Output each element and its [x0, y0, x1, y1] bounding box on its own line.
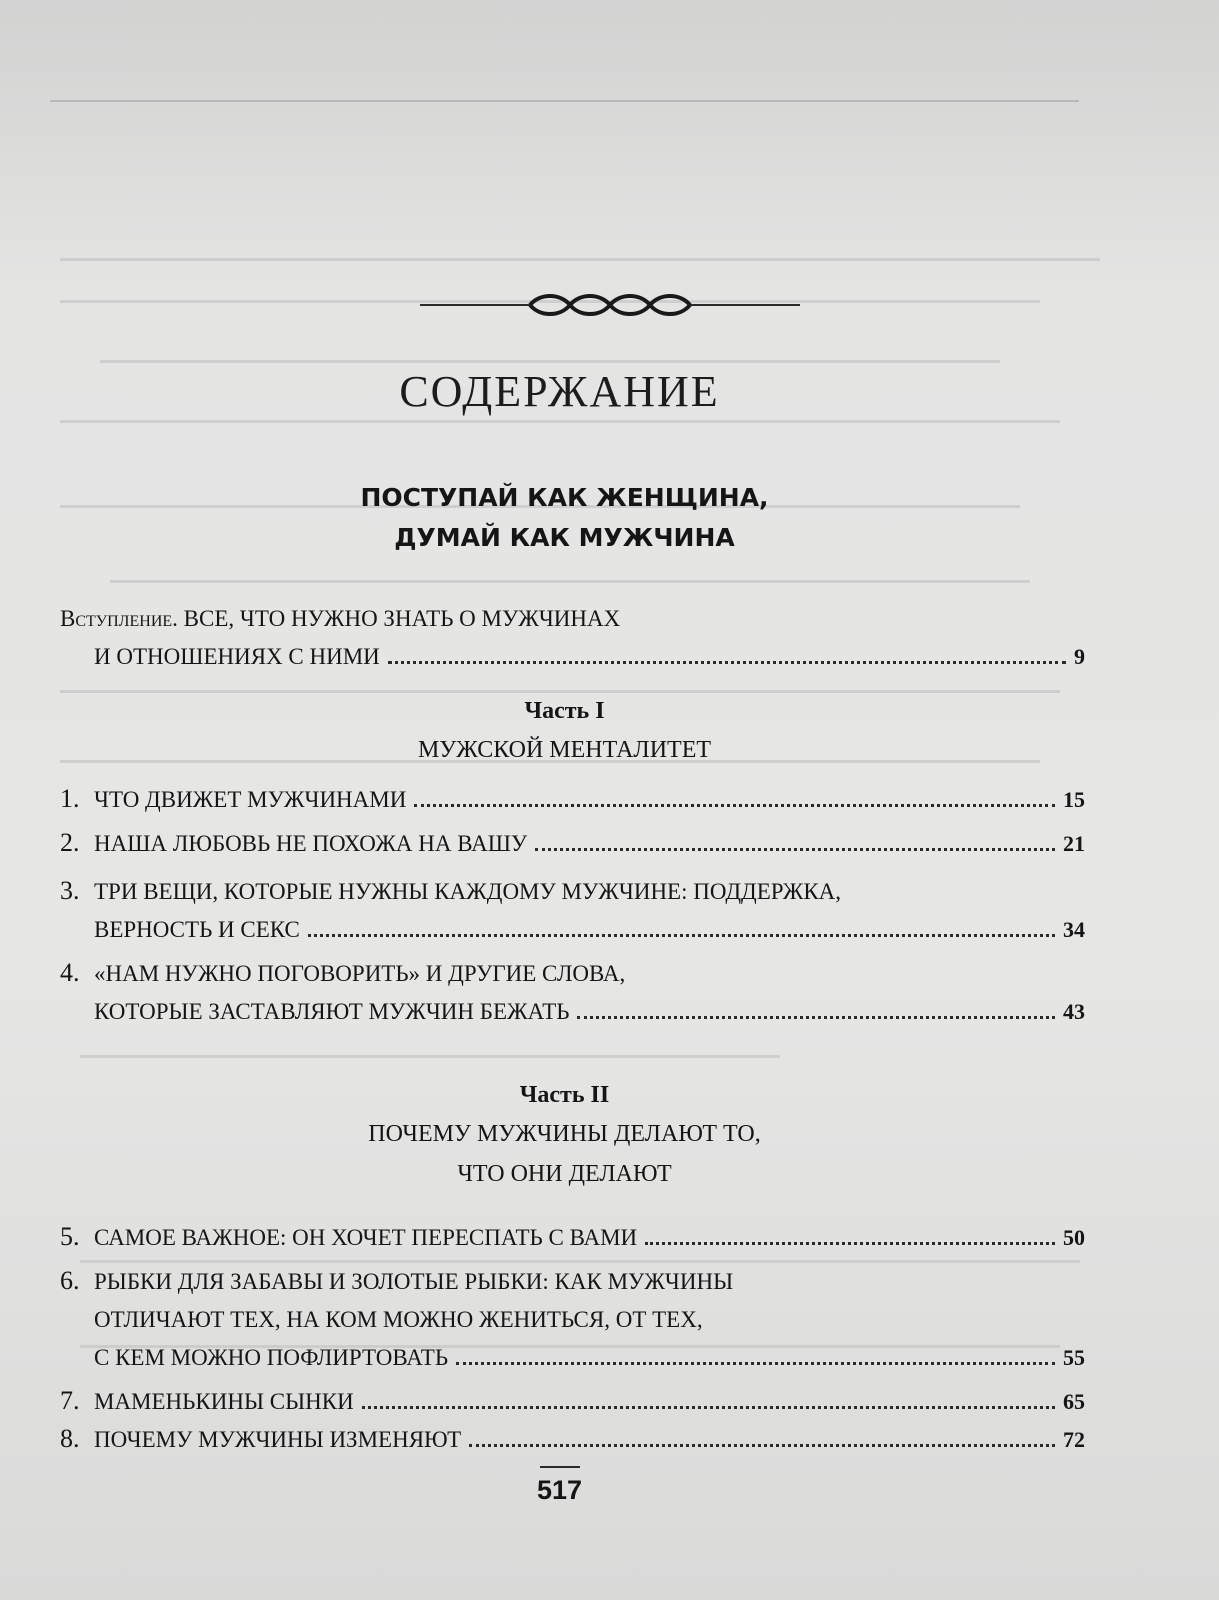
- toc-entry-chapter-2[interactable]: [60, 824, 1085, 863]
- entry-text: НАША ЛЮБОВЬ НЕ ПОХОЖА НА ВАШУ: [94, 831, 528, 856]
- chapter-number: 3.: [60, 876, 80, 905]
- entry-text: С КЕМ МОЖНО ПОФЛИРТОВАТЬ: [94, 1345, 449, 1370]
- entry-page-number: 43: [1063, 999, 1085, 1024]
- entry-text: ВЕРНОСТЬ И СЕКС: [94, 917, 300, 942]
- entry-page-number: 34: [1063, 917, 1085, 942]
- entry-text: РЫБКИ ДЛЯ ЗАБАВЫ И ЗОЛОТЫЕ РЫБКИ: КАК МУЖЧИНЫ: [94, 1269, 734, 1294]
- dot-leader: [469, 1442, 1055, 1447]
- chapter-number: 2.: [60, 828, 80, 857]
- part-title: [0, 1114, 1129, 1194]
- book-title: [0, 478, 1129, 558]
- part-label: Часть I: [524, 698, 605, 724]
- entry-page-number: 65: [1063, 1389, 1085, 1414]
- entry-text: ТРИ ВЕЩИ, КОТОРЫЕ НУЖНЫ КАЖДОМУ МУЖЧИНЕ: ПОДДЕРЖКА,: [94, 879, 842, 904]
- entry-page-number: 21: [1063, 831, 1085, 856]
- ghost-header-rule: [50, 100, 1079, 102]
- dot-leader: [535, 846, 1055, 851]
- part-label: Часть II: [519, 1082, 610, 1108]
- dot-leader: [577, 1014, 1055, 1019]
- entry-page-number: 50: [1063, 1225, 1085, 1250]
- page-number-rule: [540, 1466, 580, 1468]
- book-title-line: ПОСТУПАЙ КАК ЖЕНЩИНА,: [360, 483, 769, 512]
- chapter-number: 8.: [60, 1424, 80, 1453]
- toc-entry-chapter-6[interactable]: [60, 1262, 1085, 1377]
- toc-entry-chapter-8[interactable]: [60, 1420, 1085, 1459]
- dot-leader: [645, 1240, 1055, 1245]
- part-title-line: ПОЧЕМУ МУЖЧИНЫ ДЕЛАЮТ ТО,: [368, 1121, 761, 1147]
- chapter-number: 5.: [60, 1222, 80, 1251]
- dot-leader: [308, 932, 1055, 937]
- chapter-number: 4.: [60, 958, 80, 987]
- book-title-line: ДУМАЙ КАК МУЖЧИНА: [394, 523, 735, 552]
- entry-text: Вступление. ВСЕ, ЧТО НУЖНО ЗНАТЬ О МУЖЧИНАХ: [60, 606, 621, 631]
- entry-text: ЧТО ДВИЖЕТ МУЖЧИНАМИ: [94, 787, 407, 812]
- entry-text: И ОТНОШЕНИЯХ С НИМИ: [94, 644, 380, 669]
- toc-heading: СОДЕРЖАНИЕ: [399, 367, 720, 416]
- entry-text: ПОЧЕМУ МУЖЧИНЫ ИЗМЕНЯЮТ: [94, 1427, 462, 1452]
- chapter-number: 7.: [60, 1386, 80, 1415]
- entry-page-number: 55: [1063, 1345, 1085, 1370]
- entry-page-number: 15: [1063, 787, 1085, 812]
- entry-text: МАМЕНЬКИНЫ СЫНКИ: [94, 1389, 354, 1414]
- dot-leader: [388, 659, 1066, 664]
- entry-text: САМОЕ ВАЖНОЕ: ОН ХОЧЕТ ПЕРЕСПАТЬ С ВАМИ: [94, 1225, 638, 1250]
- part-title-line: ЧТО ОНИ ДЕЛАЮТ: [457, 1161, 672, 1187]
- entry-page-number: 72: [1063, 1427, 1085, 1452]
- chapter-number: 1.: [60, 784, 80, 813]
- toc-entry-chapter-4[interactable]: [60, 954, 1085, 1031]
- toc-entry-chapter-7[interactable]: [60, 1382, 1085, 1421]
- chapter-number: 6.: [60, 1266, 80, 1295]
- part-title: МУЖСКОЙ МЕНТАЛИТЕТ: [417, 737, 712, 763]
- toc-entry-intro[interactable]: [60, 600, 1085, 676]
- entry-text: «НАМ НУЖНО ПОГОВОРИТЬ» И ДРУГИЕ СЛОВА,: [94, 961, 626, 986]
- toc-entry-chapter-3[interactable]: [60, 872, 1085, 949]
- dot-leader: [456, 1360, 1055, 1365]
- toc-entry-chapter-1[interactable]: [60, 780, 1085, 819]
- entry-page-number: 9: [1074, 644, 1085, 669]
- entry-text: ОТЛИЧАЮТ ТЕХ, НА КОМ МОЖНО ЖЕНИТЬСЯ, ОТ ТЕХ,: [94, 1307, 703, 1332]
- page-number: 517: [536, 1475, 583, 1505]
- toc-entry-chapter-5[interactable]: [60, 1218, 1085, 1257]
- entry-text: КОТОРЫЕ ЗАСТАВЛЯЮТ МУЖЧИН БЕЖАТЬ: [94, 999, 570, 1024]
- dot-leader: [362, 1404, 1055, 1409]
- decorative-ornament: [420, 288, 800, 322]
- dot-leader: [414, 802, 1055, 807]
